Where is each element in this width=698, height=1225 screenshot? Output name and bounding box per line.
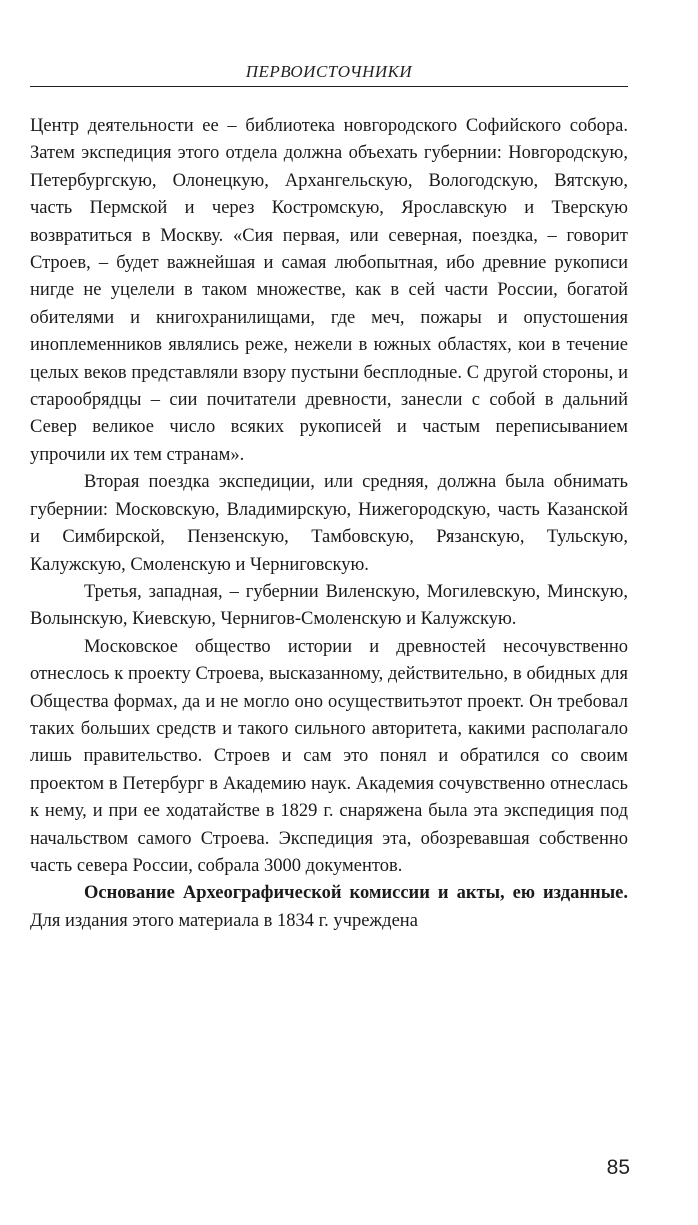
header-divider (30, 86, 628, 87)
paragraph-continuation: Центр деятельности ее – библиотека новгородского Софийского собора. Затем экспедиция этого отдела должна объехать губернии: Новгородскую, Петербургскую, Олонецкую, Архангельскую, Вологодскую, Вятскую, часть Пермской и через Костромскую, Ярославскую и Тверскую возвратиться в Москву. «Сия первая, или северная, поездка, – говорит Строев, – будет важнейшая и самая любопытная, ибо древние рукописи нигде не уцелели в таком множестве, как в сей части России, богатой обителями и книгохранилищами, где меч, пожары и опустошения иноплеменников являлись реже, нежели в южных областях, кои в течение целых веков представляли взору пустыни бесплодные. С другой стороны, и старообрядцы – сии почитатели древности, занесли с собой в дальний Север великое число всяких рукописей и частым переписыванием упрочили их тем странам». (30, 116, 628, 465)
paragraph-moscow-society: Московское общество истории и древностей несочувственно отнеслось к проекту Строева, высказанному, действительно, в обидных для Общества формах, да и не могло оно осуществитьэтот проект. Он требовал таких больших средств и такого сильного авторитета, какими располагало лишь правительство. Строев и сам это понял и обратился со своим проектом в Петербург в Академию наук. Академия сочувственно отнеслась к нему, и при ее ходатайстве в 1829 г. снаряжена была эта экспедиция под начальством самого Строева. Экспедиция эта, обозревавшая собственно часть севера России, собрала 3000 документов. (30, 636, 628, 876)
paragraph-second-trip: Вторая поездка экспедиции, или средняя, должна была обнимать губернии: Московскую, Владимирскую, Нижегородскую, часть Казанской и Симбирской, Пензенскую, Тамбовскую, Рязанскую, Тульскую, Калужскую, Смоленскую и Черниговскую. (30, 472, 628, 575)
paragraph-section-start (30, 880, 628, 935)
body-text (30, 113, 628, 935)
section-heading: Основание Археографической комиссии и акты, ею изданные. (84, 883, 628, 904)
running-header: ПЕРВОИСТОЧНИКИ (245, 62, 413, 81)
paragraph-third-trip: Третья, западная, – губернии Виленскую, Могилевскую, Минскую, Волынскую, Киевскую, Чернигов-Смоленскую и Калужскую. (30, 581, 628, 630)
page-number: 85 (606, 1156, 630, 1179)
section-text: Для издания этого материала в 1834 г. учреждена (30, 910, 418, 931)
